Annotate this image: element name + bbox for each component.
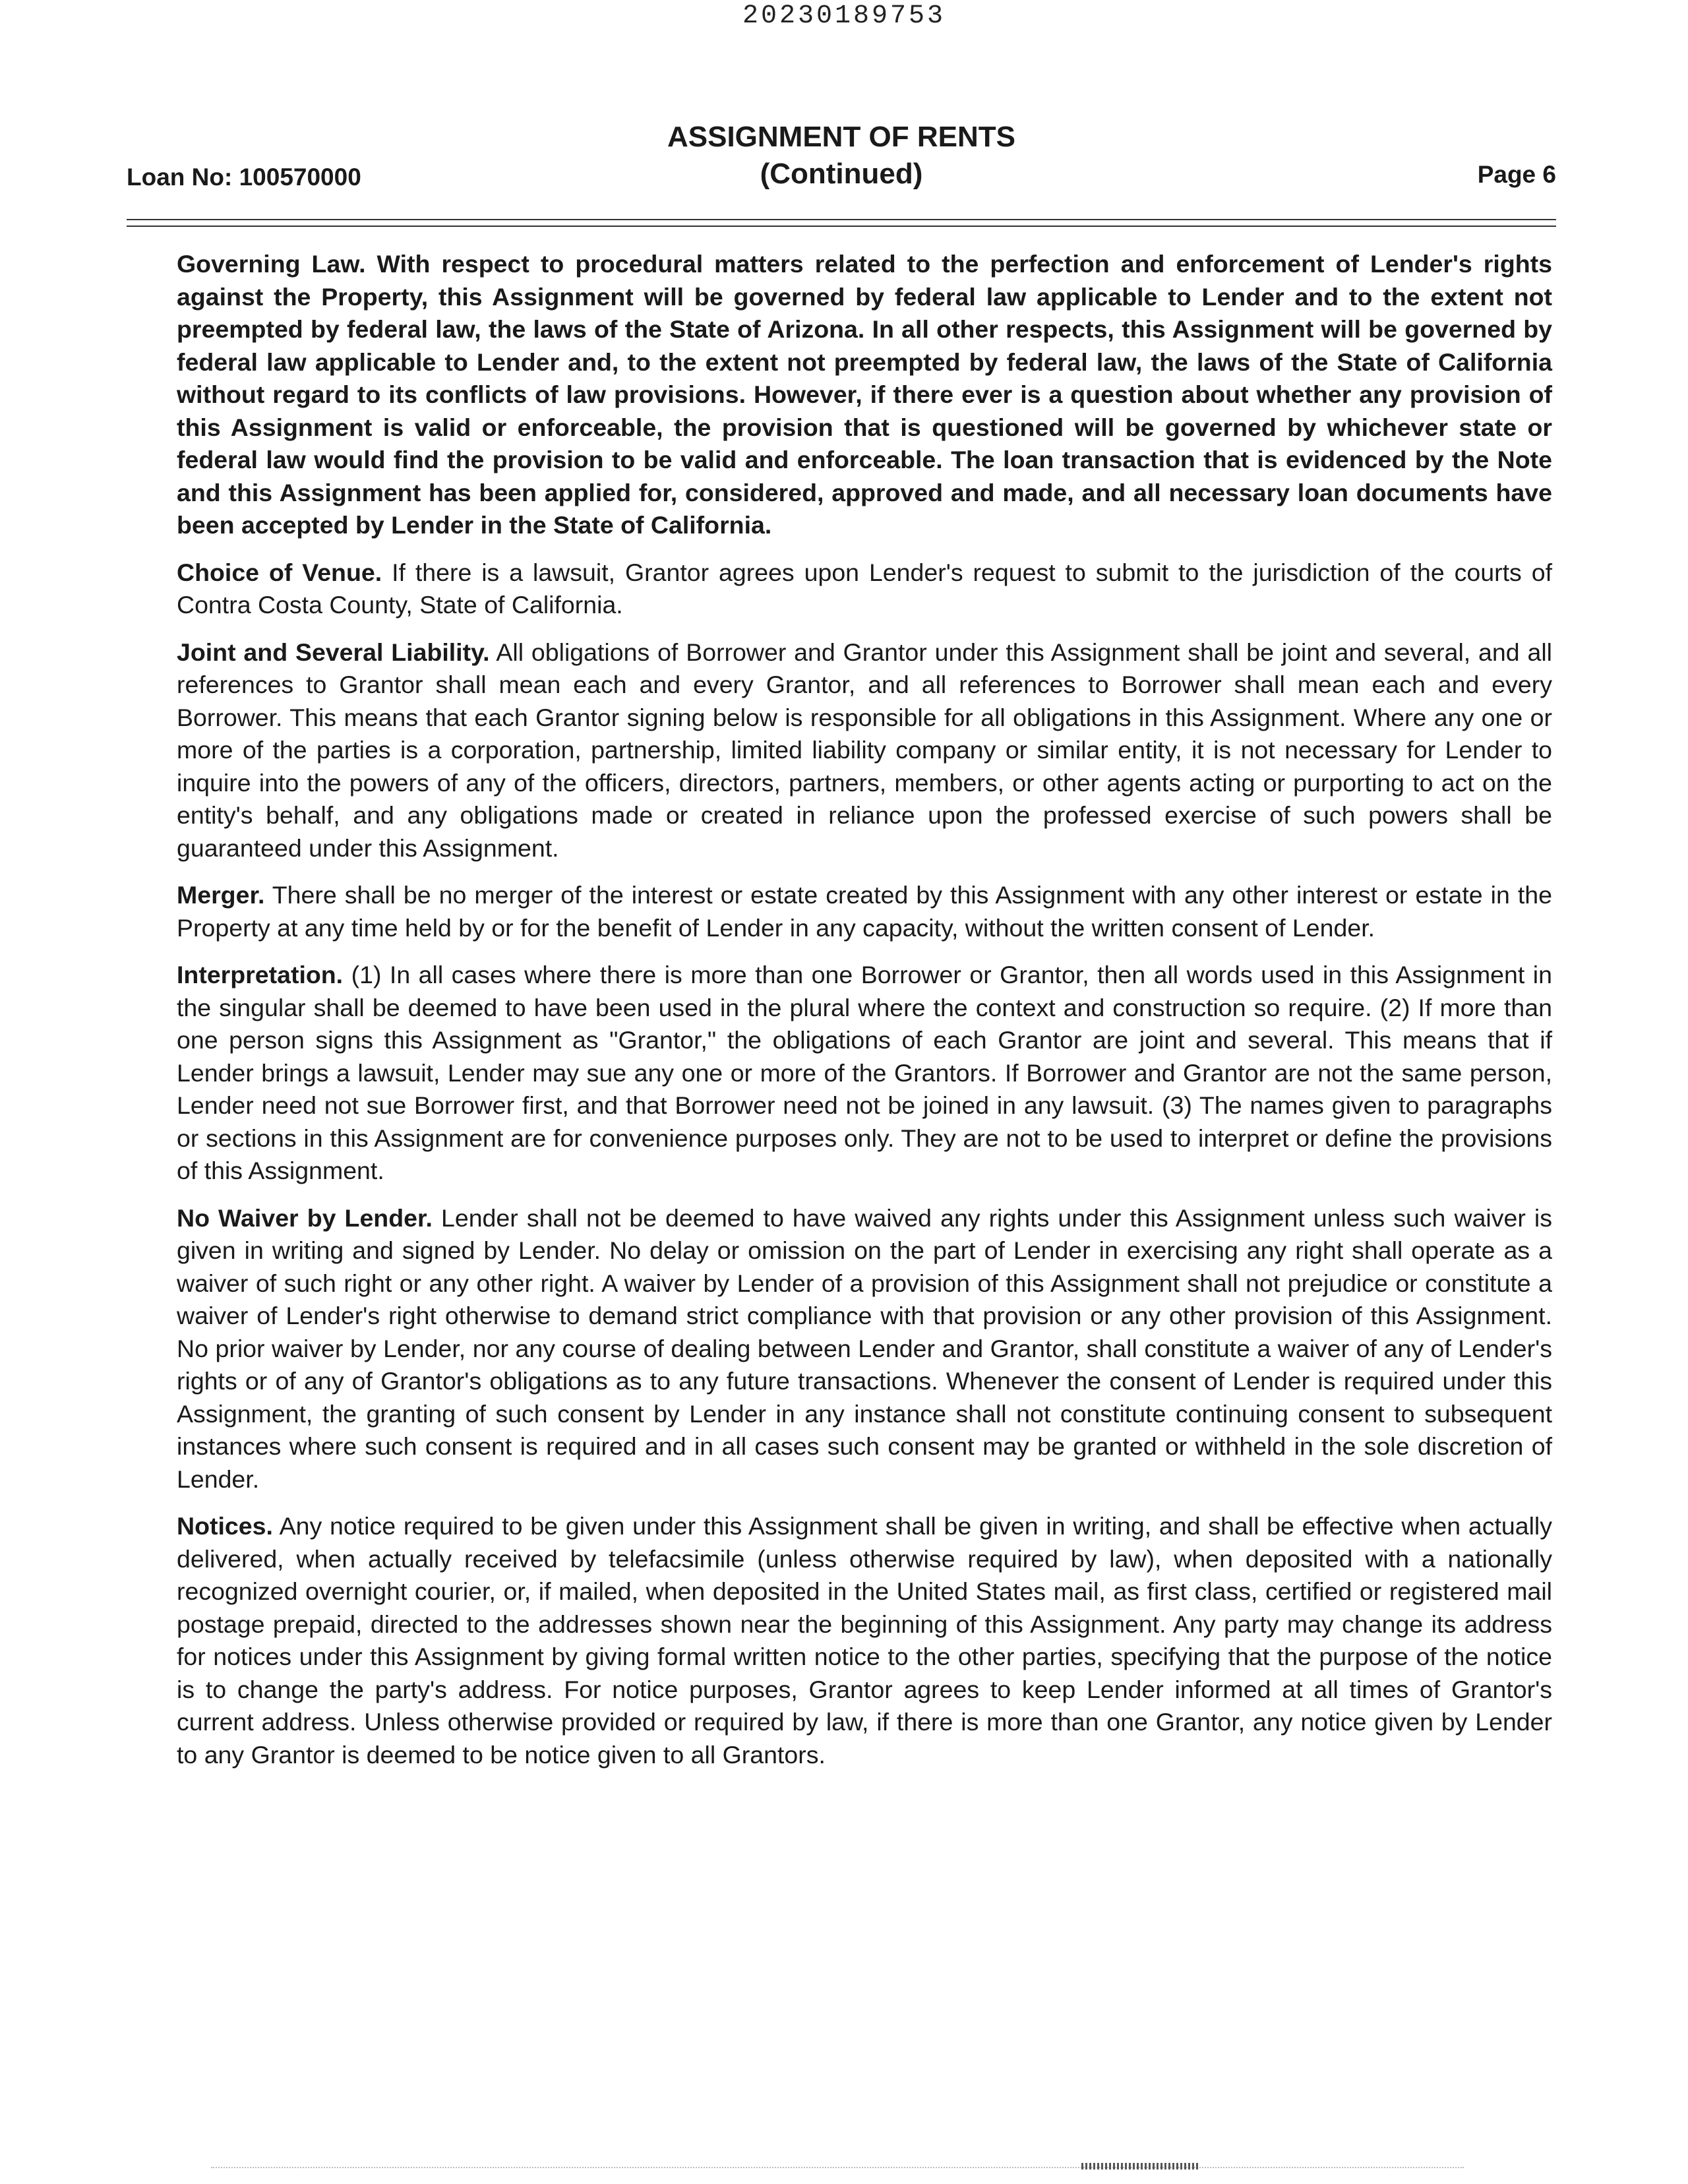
section-text: With respect to procedural matters related to the perfection and enforcement of Lender's rights against the Property, this Assignment will be governed by federal law applicable to Lender and to the extent not preempted by federal law, the laws of the State of Arizona. In all other respects, this Assignment will be governed by federal law applicable to Lender and, to the extent not preempted by federal law, the laws of the State of California without regard to its conflicts of law provisions. However, if there ever is a question about whether any provision of this Assignment is valid or enforceable, the provision that is questioned will be governed by whichever state or federal law would find the provision to be valid and enforceable. The loan transaction that is evidenced by the Note and this Assignment has been applied for, considered, approved and made, and all necessary loan documents have been accepted by Lender in the State of California. [177,250,1552,539]
page-header [127,119,1556,198]
section-text: (1) In all cases where there is more than one Borrower or Grantor, then all words used in this Assignment in the singular shall be deemed to have been used in the plural where the context and construction so require. (2) If more than one person signs this Assignment as "Grantor," the obligations of each Grantor are joint and several. This means that if Lender brings a lawsuit, Lender may sue any one or more of the Grantors. If Borrower and Grantor are not the same person, Lender need not sue Borrower first, and that Borrower need not be joined in any lawsuit. (3) The names given to paragraphs or sections in this Assignment are for convenience purposes only. They are not to be used to interpret or define the provisions of this Assignment. [177,961,1552,1184]
section-heading: No Waiver by Lender. [177,1203,433,1232]
section-text: Lender shall not be deemed to have waived any rights under this Assignment unless such waiver is given in writing and signed by Lender. No delay or omission on the part of Lender in exercising any right shall operate as a waiver of such right or any other right. A waiver by Lender of a provision of this Assignment shall not prejudice or constitute a waiver of Lender's right otherwise to demand strict compliance with that provision or any other provision of this Assignment. No prior waiver by Lender, nor any course of dealing between Lender and Grantor, shall constitute a waiver of any of Lender's rights or of any of Grantor's obligations as to any future transactions. Whenever the consent of Lender is required under this Assignment, the granting of such consent by Lender in any instance shall not constitute continuing consent to subsequent instances where such consent is required and in all cases such consent may be granted or withheld in the sole discretion of Lender. [177,1203,1552,1493]
section-text: All obligations of Borrower and Grantor under this Assignment shall be joint and several, and all references to Grantor shall mean each and every Grantor, and all references to Borrower shall mean each and every Borrower. This means that each Grantor signing below is responsible for all obligations in this Assignment. Where any one or more of the parties is a corporation, partnership, limited liability company or similar entity, it is not necessary for Lender to inquire into the powers of any of the officers, directors, partners, members, or other agents acting or purporting to act on the entity's behalf, and any obligations made or created in reliance upon the professed exercise of such powers shall be guaranteed under this Assignment. [177,638,1552,862]
barcode-strip [1081,2163,1200,2169]
section-notices [177,1510,1552,1771]
section-heading: Merger. [177,881,265,909]
section-interpretation [177,959,1552,1188]
section-joint-several-liability [177,636,1552,865]
section-text: If there is a lawsuit, Grantor agrees upon Lender's request to submit to the jurisdiction of the courts of Contra Costa County, State of California. [177,558,1552,619]
scan-footer-artifact [211,2167,1464,2169]
section-heading: Governing Law. [177,250,366,278]
section-heading: Joint and Several Liability. [177,638,490,666]
header-rule-top [127,219,1556,220]
title-continued: (Continued) [760,158,923,190]
section-no-waiver [177,1202,1552,1496]
section-heading: Notices. [177,1512,273,1540]
recording-number: 20230189753 [742,1,946,31]
section-heading: Interpretation. [177,961,344,988]
loan-number: Loan No: 100570000 [127,164,361,191]
section-choice-of-venue [177,557,1552,622]
section-text: Any notice required to be given under this Assignment shall be given in writing, and shall be effective when actually delivered, when actually received by telefacsimile (unless otherwise required by law), when deposited with a nationally recognized overnight courier, or, if mailed, when deposited in the United States mail, as first class, certified or registered mail postage prepaid, directed to the addresses shown near the beginning of this Assignment. Any party may change its address for notices under this Assignment by giving formal written notice to the other parties, specifying that the purpose of the notice is to change the party's address. For notice purposes, Grantor agrees to keep Lender informed at all times of Grantor's current address. Unless otherwise provided or required by law, if there is more than one Grantor, any notice given by Lender to any Grantor is deemed to be notice given to all Grantors. [177,1512,1552,1769]
page-number: Page 6 [1477,161,1556,188]
section-heading: Choice of Venue. [177,558,382,586]
header-rule-bottom [127,226,1556,227]
section-merger [177,879,1552,944]
section-text: There shall be no merger of the interest or estate created by this Assignment with any other interest or estate in the Property at any time held by or for the benefit of Lender in any capacity, without the written consent of Lender. [177,881,1552,942]
document-title [127,119,1556,193]
document-body [177,248,1552,1786]
title-main: ASSIGNMENT OF RENTS [667,121,1016,153]
section-governing-law [177,248,1552,542]
